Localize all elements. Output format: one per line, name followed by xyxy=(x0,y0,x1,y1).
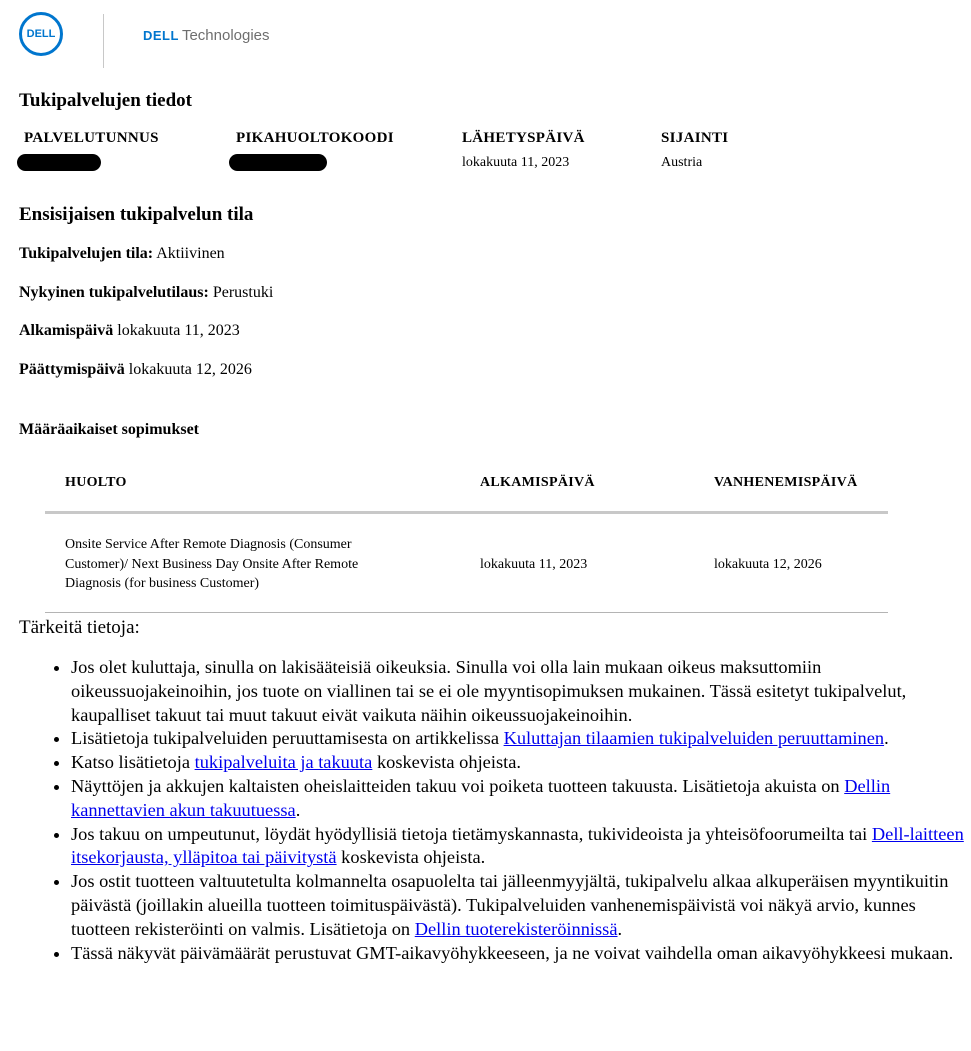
list-item-text: Jos ostit tuotteen valtuutetulta kolmannelta osapuolelta tai jälleenmyyjältä, tukipalvelu alkaa alkuperäisen myyntikuitin päivästä (joillakin alueilla tuotteen toimituspäivästä). Tukipalveluiden vanhenemispäivistä voi näkyä arvio, kunnes tuotteen rekisteröinti on valmis. Lisätietoja on xyxy=(71,871,949,939)
service-line: Onsite Service After Remote Diagnosis (Consumer xyxy=(65,537,352,552)
table-header-rule xyxy=(45,511,888,514)
col-label-service-tag: PALVELUTUNNUS xyxy=(24,130,159,146)
list-item-text: Tässä näkyvät päivämäärät perustuvat GMT-aikavyöhykkeeseen, ja ne voivat vaihdella oman aikavyöhykkeesi mukaan. xyxy=(71,942,954,963)
status-line xyxy=(19,245,225,263)
cancel-support-link[interactable]: Kuluttajan tilaamien tukipalveluiden peruuttaminen xyxy=(503,728,885,749)
list-item-text: . xyxy=(295,799,301,820)
redacted-express-code xyxy=(229,154,327,171)
table-bottom-rule xyxy=(45,612,888,613)
end-date-line xyxy=(19,361,252,379)
start-date-label: Alkamispäivä xyxy=(19,322,114,339)
dell-technologies-logo xyxy=(143,27,270,44)
self-repair-link[interactable]: Dell-laitteen itsekorjausta, ylläpitoa tai päivitystä xyxy=(71,823,964,868)
start-date-line xyxy=(19,322,240,340)
list-item xyxy=(71,751,971,775)
list-item-text: . xyxy=(617,918,623,939)
list-item xyxy=(71,727,971,751)
brand-text: Technologies xyxy=(181,27,270,44)
table-cell-service xyxy=(65,535,425,594)
list-item xyxy=(71,942,971,966)
list-item xyxy=(71,823,971,871)
location-value: Austria xyxy=(661,155,703,170)
primary-status-title: Ensisijaisen tukipalvelun tila xyxy=(19,204,254,225)
dell-logo-text: DELL xyxy=(26,28,56,40)
end-date-label: Päättymispäivä xyxy=(19,361,125,378)
service-line: Customer)/ Next Business Day Onsite After Remote xyxy=(65,556,359,572)
brand-bold: DELL xyxy=(143,28,179,43)
list-item-text: . xyxy=(884,728,889,749)
table-header-start: ALKAMISPÄIVÄ xyxy=(480,475,595,490)
service-info-title: Tukipalvelujen tiedot xyxy=(19,90,192,111)
header-divider xyxy=(103,14,104,68)
list-item xyxy=(71,656,971,727)
table-header-expiry: VANHENEMISPÄIVÄ xyxy=(714,475,858,490)
table-header-service: HUOLTO xyxy=(65,475,127,490)
redacted-service-tag xyxy=(17,154,101,171)
table-cell-expiry: lokakuuta 12, 2026 xyxy=(714,557,822,572)
table-cell-start: lokakuuta 11, 2023 xyxy=(480,557,588,572)
product-registration-link[interactable]: Dellin tuoterekisteröinnissä xyxy=(414,918,618,939)
service-line: Diagnosis (for business Customer) xyxy=(65,576,260,591)
list-item-text: Jos olet kuluttaja, sinulla on lakisääteisiä oikeuksia. Sinulla voi olla lain mukaan oikeus maksuttomiin oikeussuojakeinoihin, jos tuote on viallinen tai se ei ole myyntisopimuksen mukainen. Tässä esitetyt tukipalvelut, kaupalliset takuut tai muut takuut eivät vaikuta näihin oikeussuojakeinoihin. xyxy=(71,657,907,725)
list-item-text: Jos takuu on umpeutunut, löydät hyödyllisiä tietoja tietämyskannasta, tukivideoista ja yhteisöfoorumeilta tai xyxy=(71,823,872,844)
list-item xyxy=(71,775,971,823)
list-item-text: Katso lisätietoja xyxy=(71,752,195,773)
end-date-value: lokakuuta 12, 2026 xyxy=(128,361,252,378)
list-item-text: koskevista ohjeista. xyxy=(336,847,486,868)
plan-line xyxy=(19,284,273,302)
list-item-text: Näyttöjen ja akkujen kaltaisten oheislaitteiden takuu voi poiketa tuotteen takuusta. Lisätietoja akuista on xyxy=(71,775,845,796)
important-info-list xyxy=(21,656,971,965)
col-label-location: SIJAINTI xyxy=(661,130,729,146)
important-info-title: Tärkeitä tietoja: xyxy=(19,617,140,638)
support-warranty-link[interactable]: tukipalveluita ja takuuta xyxy=(194,752,373,773)
col-label-ship-date: LÄHETYSPÄIVÄ xyxy=(462,130,585,146)
dell-logo xyxy=(19,12,63,56)
contracts-title: Määräaikaiset sopimukset xyxy=(19,421,199,438)
status-value: Aktiivinen xyxy=(156,245,225,262)
list-item-text: koskevista ohjeista. xyxy=(372,752,521,773)
list-item-text: Lisätietoja tukipalveluiden peruuttamisesta on artikkelissa xyxy=(71,728,504,749)
list-item xyxy=(71,870,971,941)
status-label: Tukipalvelujen tila: xyxy=(19,245,154,262)
col-label-express-code: PIKAHUOLTOKOODI xyxy=(236,130,394,146)
start-date-value: lokakuuta 11, 2023 xyxy=(117,322,240,339)
page-header xyxy=(0,0,931,80)
plan-value: Perustuki xyxy=(212,284,274,301)
battery-warranty-link[interactable]: Dellin kannettavien akun takuutuessa xyxy=(71,775,891,820)
ship-date-value: lokakuuta 11, 2023 xyxy=(462,155,570,170)
plan-label: Nykyinen tukipalvelutilaus: xyxy=(19,284,209,301)
